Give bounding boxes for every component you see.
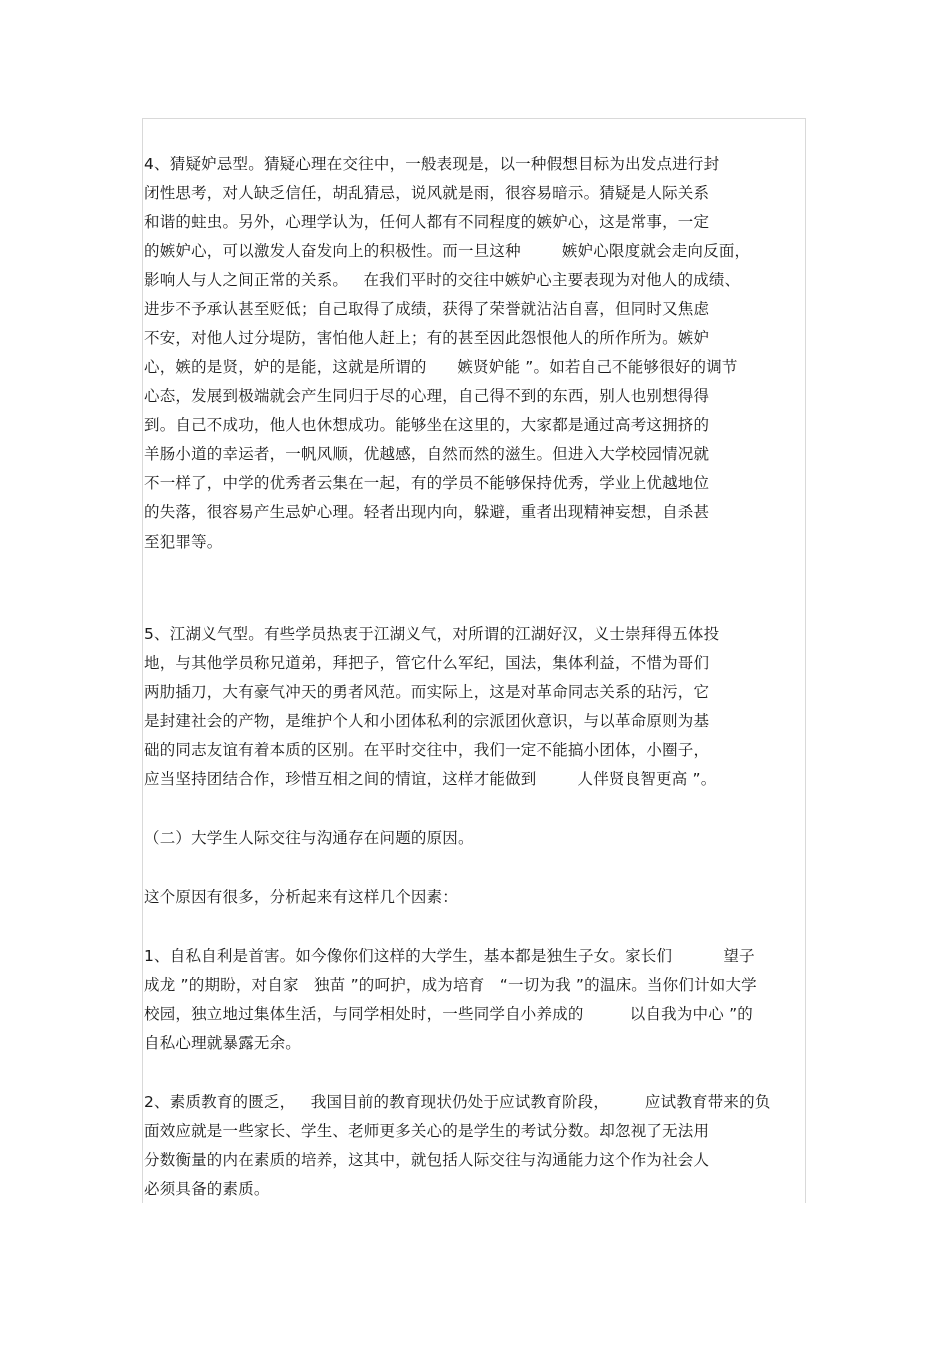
paragraph-4-line: 到。自己不成功，他人也休想成功。能够坐在这里的，大家都是通过高考这拥挤的 bbox=[144, 416, 710, 434]
paragraph-4-line: 闭性思考，对人缺乏信任，胡乱猜忌，说风就是雨，很容易暗示。猜疑是人际关系 bbox=[144, 184, 710, 202]
paragraph-4-line: 至犯罪等。 bbox=[144, 533, 223, 551]
point-2-line: 分数衡量的内在素质的培养，这其中，就包括人际交往与沟通能力这个作为社会人 bbox=[144, 1151, 710, 1169]
paragraph-4-line: 心，嫉的是贤，妒的是能，这就是所谓的 嫉贤妒能 ”。如若自己不能够很好的调节 bbox=[144, 358, 738, 376]
point-2-line: 必须具备的素质。 bbox=[144, 1180, 270, 1198]
point-1-line: 成龙 ”的期盼，对自家 独苗 ”的呵护，成为培育 “一切为我 ”的温床。当你们计如大学 bbox=[144, 976, 757, 994]
point-2-line: 面效应就是一些家长、学生、老师更多关心的是学生的考试分数。却忽视了无法用 bbox=[144, 1122, 710, 1140]
paragraph-4-line: 不安，对他人过分堤防，害怕他人赶上；有的甚至因此怨恨他人的所作所为。嫉妒 bbox=[144, 329, 710, 347]
paragraph-4-line: 心态，发展到极端就会产生同归于尽的心理，自己得不到的东西，别人也别想得得 bbox=[144, 387, 710, 405]
point-1-line: 校园，独立地过集体生活，与同学相处时，一些同学自小养成的 以自我为中心 ”的 bbox=[144, 1005, 754, 1023]
paragraph-5-line: 础的同志友谊有着本质的区别。在平时交往中，我们一定不能搞小团体，小圈子， bbox=[144, 741, 710, 759]
paragraph-4-line: 和谐的蛀虫。另外，心理学认为，任何人都有不同程度的嫉妒心，这是常事，一定 bbox=[144, 213, 710, 231]
paragraph-4-line: 不一样了，中学的优秀者云集在一起，有的学员不能够保持优秀，学业上优越地位 bbox=[144, 474, 710, 492]
intro-line: 这个原因有很多，分析起来有这样几个因素： bbox=[144, 888, 459, 906]
paragraph-5-line: 地，与其他学员称兄道弟，拜把子，管它什么军纪，国法，集体利益，不惜为哥们 bbox=[144, 654, 710, 672]
paragraph-5-line: 两肋插刀，大有豪气冲天的勇者风范。而实际上，这是对革命同志关系的玷污，它 bbox=[144, 683, 710, 701]
paragraph-4-line: 的嫉妒心，可以激发人奋发向上的积极性。而一旦这种 嫉妒心限度就会走向反面， bbox=[144, 242, 751, 260]
point-1-line: 1、自私自利是首害。如今像你们这样的大学生，基本都是独生子女。家长们 望子 bbox=[144, 947, 755, 965]
paragraph-4-line: 进步不予承认甚至贬低；自己取得了成绩，获得了荣誉就沾沾自喜，但同时又焦虑 bbox=[144, 300, 710, 318]
paragraph-4-line: 的失落，很容易产生忌妒心理。轻者出现内向，躲避，重者出现精神妄想，自杀甚 bbox=[144, 503, 710, 521]
paragraph-4-line: 羊肠小道的幸运者，一帆风顺，优越感，自然而然的滋生。但进入大学校园情况就 bbox=[144, 445, 710, 463]
paragraph-4-line: 4、猜疑妒忌型。猜疑心理在交往中，一般表现是，以一种假想目标为出发点进行封 bbox=[144, 155, 720, 173]
point-1-line: 自私心理就暴露无余。 bbox=[144, 1034, 302, 1052]
paragraph-5-line: 5、江湖义气型。有些学员热衷于江湖义气，对所谓的江湖好汉，义士崇拜得五体投 bbox=[144, 625, 720, 643]
paragraph-5-line: 应当坚持团结合作，珍惜互相之间的情谊，这样才能做到 人伴贤良智更高 ”。 bbox=[144, 770, 717, 788]
section-heading: （二）大学生人际交往与沟通存在问题的原因。 bbox=[144, 829, 474, 847]
paragraph-5-line: 是封建社会的产物，是维护个人和小团体私利的宗派团伙意识，与以革命原则为基 bbox=[144, 712, 710, 730]
point-2-line: 2、素质教育的匮乏， 我国目前的教育现状仍处于应试教育阶段， 应试教育带来的负 bbox=[144, 1093, 771, 1111]
paragraph-4-line: 影响人与人之间正常的关系。 在我们平时的交往中嫉妒心主要表现为对他人的成绩、 bbox=[144, 271, 741, 289]
